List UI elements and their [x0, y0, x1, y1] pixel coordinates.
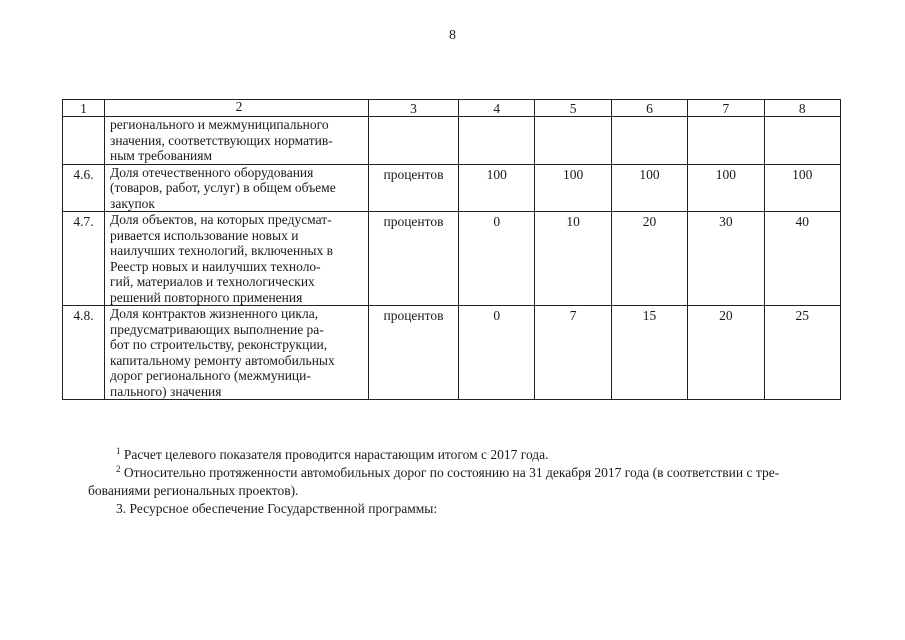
- header-cell: 8: [764, 100, 840, 117]
- value-cell: 100: [535, 164, 611, 212]
- value-cell: 100: [611, 164, 687, 212]
- table-row: [63, 164, 841, 212]
- value-cell: 20: [688, 306, 764, 400]
- row-number-cell: 4.6.: [63, 164, 105, 212]
- name-line: Доля контрактов жизненного цикла,: [110, 306, 319, 321]
- value-cell: 20: [611, 212, 687, 306]
- section-heading: 3. Ресурсное обеспечение Государственной программы:: [116, 501, 438, 516]
- header-cell: 3: [369, 100, 459, 117]
- indicator-name-cell: [105, 212, 369, 306]
- name-line: бот по строительству, реконструкции,: [110, 337, 328, 352]
- value-cell: 25: [764, 306, 840, 400]
- value-cell: 100: [459, 164, 535, 212]
- row-number-cell: 4.8.: [63, 306, 105, 400]
- name-line: Доля объектов, на которых предусмат-: [110, 212, 332, 227]
- header-cell: 1: [63, 100, 105, 117]
- value-cell: [764, 117, 840, 165]
- name-line: предусматривающих выполнение ра-: [110, 321, 324, 337]
- name-line: закупок: [110, 195, 155, 211]
- table-row: [63, 306, 841, 400]
- name-line: наилучших технологий, включенных в: [110, 243, 333, 258]
- value-cell: [459, 117, 535, 165]
- footnote-text: Расчет целевого показателя проводится нарастающим итогом с 2017 года.: [123, 447, 549, 462]
- page-number: 8: [449, 28, 456, 43]
- name-line: решений повторного применения: [110, 289, 303, 305]
- value-cell: 15: [611, 306, 687, 400]
- footnote-text: Относительно протяженности автомобильных дорог по состоянию на 31 декабря 2017 года (в соответствии с тре-: [123, 465, 780, 480]
- table-header-row: [63, 100, 841, 117]
- name-line: (товаров, работ, услуг) в общем объеме: [110, 180, 336, 195]
- table-row: [63, 212, 841, 306]
- name-line: гий, материалов и технологических: [110, 274, 315, 289]
- name-line: дорог регионального (межмуници-: [110, 368, 311, 383]
- name-line: ным требованиям: [110, 148, 213, 163]
- name-line: регионального и межмуниципального: [110, 117, 329, 132]
- footnote-2-continuation: бованиями региональных проектов).: [88, 483, 299, 498]
- indicators-table: [62, 99, 841, 400]
- footnotes: [88, 446, 848, 518]
- header-cell: 4: [459, 100, 535, 117]
- name-line: Реестр новых и наилучших техноло-: [110, 258, 321, 274]
- value-cell: [535, 117, 611, 165]
- name-line: капитальному ремонту автомобильных: [110, 352, 335, 368]
- indicator-name-cell: [105, 306, 369, 400]
- indicator-name-cell: [105, 164, 369, 212]
- header-cell: 5: [535, 100, 611, 117]
- value-cell: 0: [459, 212, 535, 306]
- unit-cell: процентов: [369, 164, 459, 212]
- value-cell: 7: [535, 306, 611, 400]
- footnote-2: [88, 464, 848, 482]
- name-line: пального) значения: [110, 383, 222, 399]
- footnote-1: [88, 446, 848, 464]
- footnote-mark: 2: [116, 464, 121, 474]
- name-line: ривается использование новых и: [110, 227, 299, 243]
- header-cell: 6: [611, 100, 687, 117]
- value-cell: [611, 117, 687, 165]
- table-row: [63, 117, 841, 165]
- row-number-cell: [63, 117, 105, 165]
- unit-cell: процентов: [369, 306, 459, 400]
- value-cell: 30: [688, 212, 764, 306]
- unit-cell: [369, 117, 459, 165]
- footnote-mark: 1: [116, 446, 121, 456]
- value-cell: 100: [688, 164, 764, 212]
- unit-cell: процентов: [369, 212, 459, 306]
- header-cell: 2: [105, 100, 369, 117]
- name-line: значения, соответствующих норматив-: [110, 132, 333, 148]
- row-number-cell: 4.7.: [63, 212, 105, 306]
- value-cell: 100: [764, 164, 840, 212]
- value-cell: 0: [459, 306, 535, 400]
- value-cell: 40: [764, 212, 840, 306]
- value-cell: 10: [535, 212, 611, 306]
- name-line: Доля отечественного оборудования: [110, 164, 314, 180]
- indicator-name-cell: [105, 117, 369, 165]
- value-cell: [688, 117, 764, 165]
- header-cell: 7: [688, 100, 764, 117]
